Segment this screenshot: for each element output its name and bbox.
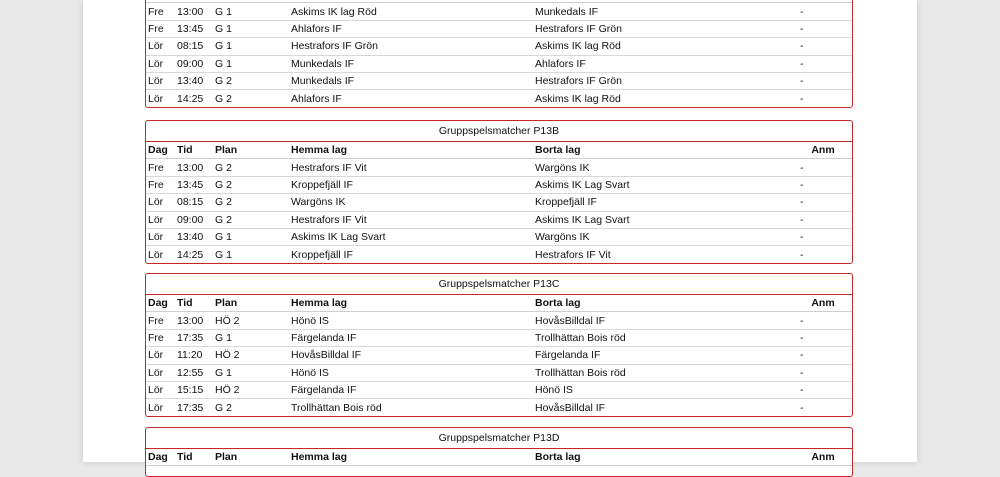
cell-hemma: Ahlafors IF xyxy=(291,92,342,105)
cell-anm-value: - xyxy=(800,178,804,191)
cell-anm-value: - xyxy=(800,331,804,344)
match-row xyxy=(146,228,852,245)
cell-anm xyxy=(792,228,852,245)
cell-plan: G 1 xyxy=(213,228,289,245)
cell-anm xyxy=(792,312,852,329)
column-header-dag: Dag xyxy=(146,295,175,312)
column-header-borta: Borta lag xyxy=(533,449,792,466)
column-header-tid: Tid xyxy=(175,449,213,466)
cell-tid: 13:40 xyxy=(175,228,213,245)
cell-hemma: Kroppefjäll IF xyxy=(289,176,533,193)
cell-tid: 13:00 xyxy=(175,312,213,329)
cell-anm xyxy=(792,246,852,263)
cell-tid: 14:25 xyxy=(177,92,204,105)
cell-anm xyxy=(792,364,852,381)
match-row xyxy=(146,176,852,193)
page-content xyxy=(83,0,917,462)
cell-anm-value: - xyxy=(800,161,804,174)
cell-anm xyxy=(792,90,852,107)
cell-hemma: Hönö IS xyxy=(289,364,533,381)
cell-hemma: Färgelanda IF xyxy=(289,381,533,398)
cell-tid: 13:45 xyxy=(175,20,213,37)
cell-anm xyxy=(792,20,852,37)
match-row xyxy=(146,381,852,398)
cell-borta: Hönö IS xyxy=(533,381,792,398)
cell-borta: HovåsBilldal IF xyxy=(535,401,606,414)
column-header-plan: Plan xyxy=(213,295,289,312)
cell-tid: 13:45 xyxy=(175,176,213,193)
cell-tid: 09:00 xyxy=(175,211,213,228)
cell-dag: Lör xyxy=(146,194,175,211)
match-row xyxy=(146,347,852,364)
match-group-p13a xyxy=(145,0,853,108)
cell-dag: Fre xyxy=(146,159,175,176)
cell-tid: 14:25 xyxy=(177,248,204,261)
cell-tid: 11:20 xyxy=(175,347,213,364)
cell-plan: G 2 xyxy=(213,159,289,176)
cell-hemma: Wargöns IK xyxy=(289,194,533,211)
cell-plan: G 1 xyxy=(213,38,289,55)
cell-hemma: Munkedals IF xyxy=(289,55,533,72)
table-header-row xyxy=(146,449,852,466)
column-header-dag: Dag xyxy=(146,142,175,159)
cell-anm xyxy=(792,3,852,20)
cell-hemma: Askims IK Lag Svart xyxy=(289,228,533,245)
cell-anm-value: - xyxy=(800,401,804,414)
match-row xyxy=(146,38,852,55)
cell-borta: Hestrafors IF Grön xyxy=(533,20,792,37)
cell-anm xyxy=(792,55,852,72)
cell-anm xyxy=(792,211,852,228)
table-header-row xyxy=(146,142,852,159)
cell-dag: Lör xyxy=(146,381,175,398)
match-row xyxy=(146,20,852,37)
cell-hemma: Kroppefjäll IF xyxy=(291,248,353,261)
cell-borta: Kroppefjäll IF xyxy=(533,194,792,211)
cell-hemma: Hestrafors IF Vit xyxy=(289,159,533,176)
cell-anm xyxy=(792,194,852,211)
cell-plan: G 2 xyxy=(213,194,289,211)
match-row xyxy=(146,72,852,89)
cell-borta: Hestrafors IF Grön xyxy=(533,72,792,89)
column-header-dag: Dag xyxy=(146,449,175,466)
cell-plan: G 1 xyxy=(213,329,289,346)
cell-plan: HÖ 2 xyxy=(213,312,289,329)
cell-plan: G 2 xyxy=(213,72,289,89)
cell-hemma: Hestrafors IF Vit xyxy=(289,211,533,228)
cell-tid: 08:15 xyxy=(175,38,213,55)
cell-anm-value: - xyxy=(800,366,804,379)
cell-anm-value: - xyxy=(800,196,804,209)
cell-tid: 09:00 xyxy=(175,55,213,72)
cell-dag: Lör xyxy=(146,364,175,381)
match-table xyxy=(146,0,852,107)
cell-borta: Färgelanda IF xyxy=(533,347,792,364)
match-row xyxy=(146,399,852,416)
cell-anm-value: - xyxy=(800,75,804,88)
column-header-hemma: Hemma lag xyxy=(289,295,533,312)
cell-dag: Lör xyxy=(146,55,175,72)
cell-tid: 13:40 xyxy=(175,72,213,89)
cell-anm-value: - xyxy=(800,57,804,70)
cell-dag: Fre xyxy=(146,176,175,193)
cell-anm-value: - xyxy=(800,5,804,18)
match-row xyxy=(146,159,852,176)
cell-tid: 17:35 xyxy=(177,401,204,414)
cell-anm xyxy=(792,329,852,346)
column-header-hemma: Hemma lag xyxy=(289,142,533,159)
cell-anm-value: - xyxy=(800,248,804,261)
cell-dag: Fre xyxy=(146,3,175,20)
cell-dag: Lör xyxy=(146,72,175,89)
cell-borta: Wargöns IK xyxy=(533,228,792,245)
match-group-p13b xyxy=(145,120,853,264)
cell-hemma: Munkedals IF xyxy=(289,72,533,89)
match-row xyxy=(146,90,852,107)
match-table xyxy=(146,449,852,466)
cell-anm xyxy=(792,381,852,398)
column-header-anm: Anm xyxy=(792,142,852,159)
cell-anm-value: - xyxy=(800,92,804,105)
column-header-anm: Anm xyxy=(792,295,852,312)
cell-anm-value: - xyxy=(800,231,804,244)
cell-borta: Askims IK Lag Svart xyxy=(533,176,792,193)
cell-dag: Lör xyxy=(146,228,175,245)
cell-hemma: Hestrafors IF Grön xyxy=(289,38,533,55)
cell-borta: Wargöns IK xyxy=(533,159,792,176)
group-title: Gruppspelsmatcher P13D xyxy=(146,428,852,449)
match-group-p13d xyxy=(145,427,853,477)
cell-dag: Lör xyxy=(148,248,164,261)
cell-plan: G 2 xyxy=(215,401,232,414)
cell-borta: Askims IK lag Röd xyxy=(533,38,792,55)
cell-plan: G 2 xyxy=(213,176,289,193)
cell-anm-value: - xyxy=(800,384,804,397)
cell-tid: 17:35 xyxy=(175,329,213,346)
cell-anm-value: - xyxy=(800,314,804,327)
cell-borta: Askims IK Lag Svart xyxy=(533,211,792,228)
cell-tid: 13:00 xyxy=(175,159,213,176)
cell-hemma: Ahlafors IF xyxy=(289,20,533,37)
cell-plan: HÖ 2 xyxy=(213,381,289,398)
cell-anm xyxy=(792,38,852,55)
cell-tid: 15:15 xyxy=(175,381,213,398)
cell-plan: G 1 xyxy=(213,20,289,37)
cell-anm-value: - xyxy=(800,349,804,362)
column-header-hemma: Hemma lag xyxy=(289,449,533,466)
cell-hemma: Hönö IS xyxy=(289,312,533,329)
cell-anm xyxy=(792,399,852,416)
group-title: Gruppspelsmatcher P13B xyxy=(146,121,852,142)
cell-dag: Fre xyxy=(146,20,175,37)
column-header-anm: Anm xyxy=(792,449,852,466)
match-row xyxy=(146,312,852,329)
match-row xyxy=(146,246,852,263)
match-row xyxy=(146,211,852,228)
match-row xyxy=(146,3,852,20)
cell-dag: Lör xyxy=(148,92,164,105)
cell-borta: Hestrafors IF Vit xyxy=(535,248,611,261)
cell-hemma: Färgelanda IF xyxy=(289,329,533,346)
match-row xyxy=(146,329,852,346)
column-header-tid: Tid xyxy=(175,142,213,159)
group-title: Gruppspelsmatcher P13C xyxy=(146,274,852,295)
cell-anm xyxy=(792,72,852,89)
match-table xyxy=(146,295,852,416)
cell-borta: Ahlafors IF xyxy=(533,55,792,72)
cell-borta: Askims IK lag Röd xyxy=(535,92,621,105)
cell-anm xyxy=(792,347,852,364)
cell-plan: G 2 xyxy=(213,211,289,228)
match-group-p13c xyxy=(145,273,853,417)
cell-tid: 12:55 xyxy=(175,364,213,381)
cell-anm xyxy=(792,159,852,176)
match-row xyxy=(146,364,852,381)
cell-plan: G 1 xyxy=(215,248,232,261)
cell-borta: HovåsBilldal IF xyxy=(533,312,792,329)
cell-tid: 08:15 xyxy=(175,194,213,211)
cell-dag: Lör xyxy=(146,211,175,228)
match-table xyxy=(146,142,852,263)
match-row xyxy=(146,55,852,72)
cell-dag: Lör xyxy=(146,347,175,364)
cell-anm-value: - xyxy=(800,213,804,226)
column-header-tid: Tid xyxy=(175,295,213,312)
cell-tid: 13:00 xyxy=(175,3,213,20)
table-header-row xyxy=(146,295,852,312)
match-row xyxy=(146,194,852,211)
cell-plan: G 1 xyxy=(213,55,289,72)
column-header-plan: Plan xyxy=(213,142,289,159)
cell-hemma: Askims IK lag Röd xyxy=(289,3,533,20)
cell-dag: Fre xyxy=(146,312,175,329)
column-header-borta: Borta lag xyxy=(533,142,792,159)
cell-anm xyxy=(792,176,852,193)
cell-borta: Munkedals IF xyxy=(533,3,792,20)
cell-plan: G 1 xyxy=(213,3,289,20)
cell-hemma: Trollhättan Bois röd xyxy=(291,401,382,414)
cell-plan: G 2 xyxy=(215,92,232,105)
cell-anm-value: - xyxy=(800,22,804,35)
column-header-borta: Borta lag xyxy=(533,295,792,312)
cell-dag: Lör xyxy=(148,401,164,414)
cell-borta: Trollhättan Bois röd xyxy=(533,364,792,381)
cell-plan: G 1 xyxy=(213,364,289,381)
column-header-plan: Plan xyxy=(213,449,289,466)
cell-hemma: HovåsBilldal IF xyxy=(289,347,533,364)
cell-dag: Fre xyxy=(146,329,175,346)
cell-plan: HÖ 2 xyxy=(213,347,289,364)
cell-anm-value: - xyxy=(800,40,804,53)
cell-dag: Lör xyxy=(146,38,175,55)
cell-borta: Trollhättan Bois röd xyxy=(533,329,792,346)
